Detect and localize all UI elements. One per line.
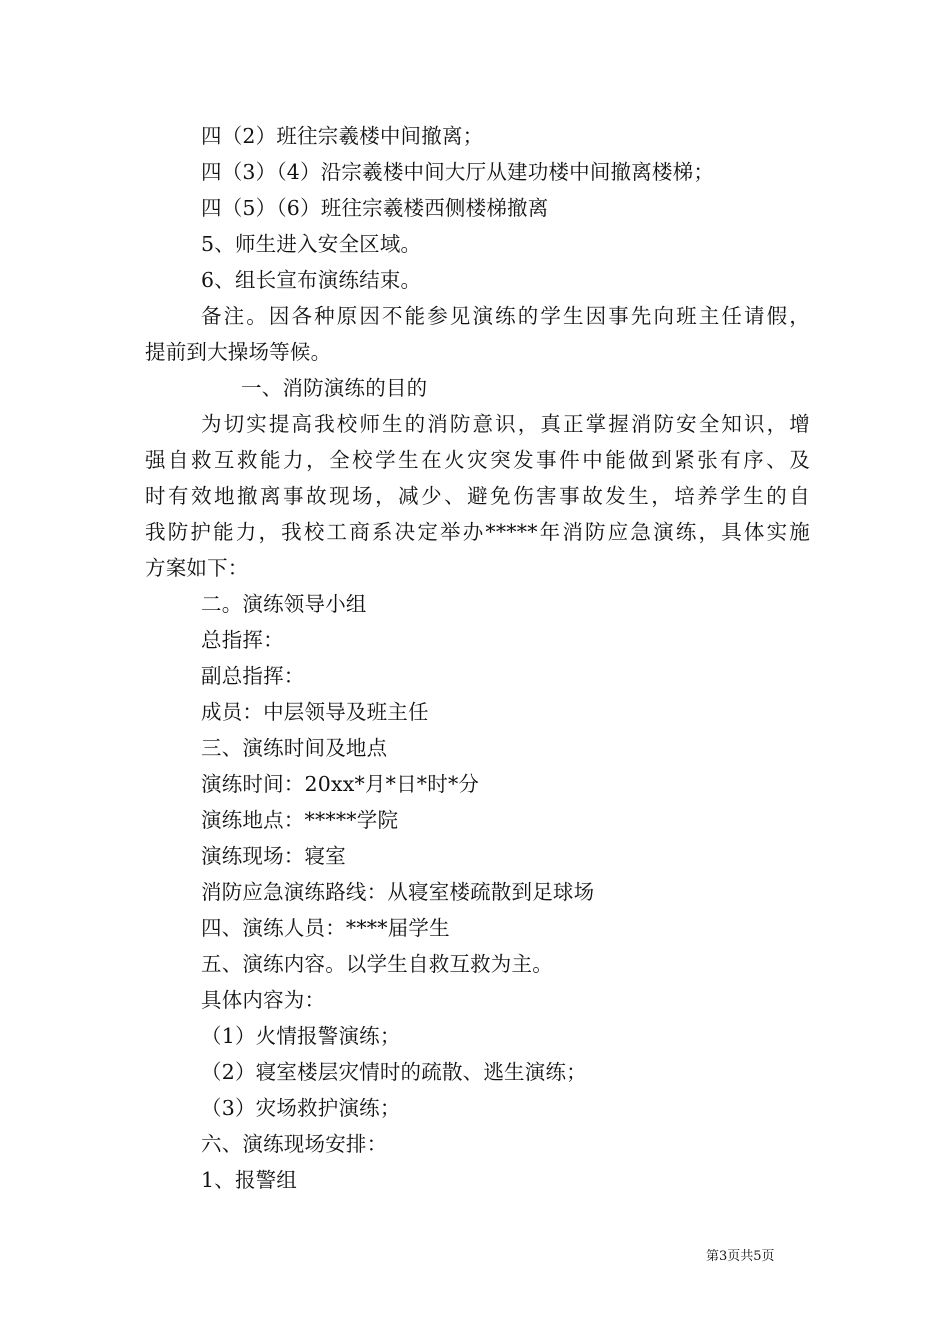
- text-line: 强自救互救能力，全校学生在火灾突发事件中能做到紧张有序、及: [145, 448, 810, 472]
- text-line: 总指挥：: [201, 628, 284, 652]
- text-line: 四（5）（6）班往宗羲楼西侧楼梯撤离: [201, 196, 549, 220]
- section-heading: 三、演练时间及地点: [201, 736, 388, 760]
- list-item: （3）灾场救护演练；: [201, 1096, 401, 1120]
- section-heading: 四、演练人员：****届学生: [201, 916, 450, 940]
- text-line: 提前到大操场等候。: [145, 340, 332, 364]
- text-line: 备注。因各种原因不能参见演练的学生因事先向班主任请假，: [201, 304, 810, 328]
- text-line: 演练地点：*****学院: [201, 808, 399, 832]
- text-line: 四（2）班往宗羲楼中间撤离；: [201, 124, 484, 148]
- text-line: 消防应急演练路线：从寝室楼疏散到足球场: [201, 880, 595, 904]
- section-heading: 六、演练现场安排：: [201, 1132, 388, 1156]
- page-number: 第3页共5页: [706, 1249, 775, 1264]
- text-line: 成员：中层领导及班主任: [201, 700, 429, 724]
- text-line: 1、报警组: [201, 1168, 298, 1192]
- section-heading: 一、消防演练的目的: [241, 376, 428, 400]
- text-line: 为切实提高我校师生的消防意识，真正掌握消防安全知识，增: [201, 412, 810, 436]
- text-line: 副总指挥：: [201, 664, 305, 688]
- section-heading: 五、演练内容。以学生自救互救为主。: [201, 952, 553, 976]
- text-line: 我防护能力，我校工商系决定举办*****年消防应急演练，具体实施: [145, 520, 810, 544]
- text-line: 方案如下：: [145, 556, 249, 580]
- text-line: 5、师生进入安全区域。: [201, 232, 422, 256]
- text-line: 具体内容为：: [201, 988, 326, 1012]
- text-line: 演练时间：20xx*月*日*时*分: [201, 772, 480, 796]
- text-line: 6、组长宣布演练结束。: [201, 268, 422, 292]
- section-heading: 二。演练领导小组: [201, 592, 367, 616]
- text-line: 时有效地撤离事故现场，减少、避免伤害事故发生，培养学生的自: [145, 484, 810, 508]
- list-item: （2）寝室楼层灾情时的疏散、逃生演练；: [201, 1060, 587, 1084]
- text-line: 四（3）（4）沿宗羲楼中间大厅从建功楼中间撤离楼梯；: [201, 160, 715, 184]
- list-item: （1）火情报警演练；: [201, 1024, 401, 1048]
- text-line: 演练现场：寝室: [201, 844, 346, 868]
